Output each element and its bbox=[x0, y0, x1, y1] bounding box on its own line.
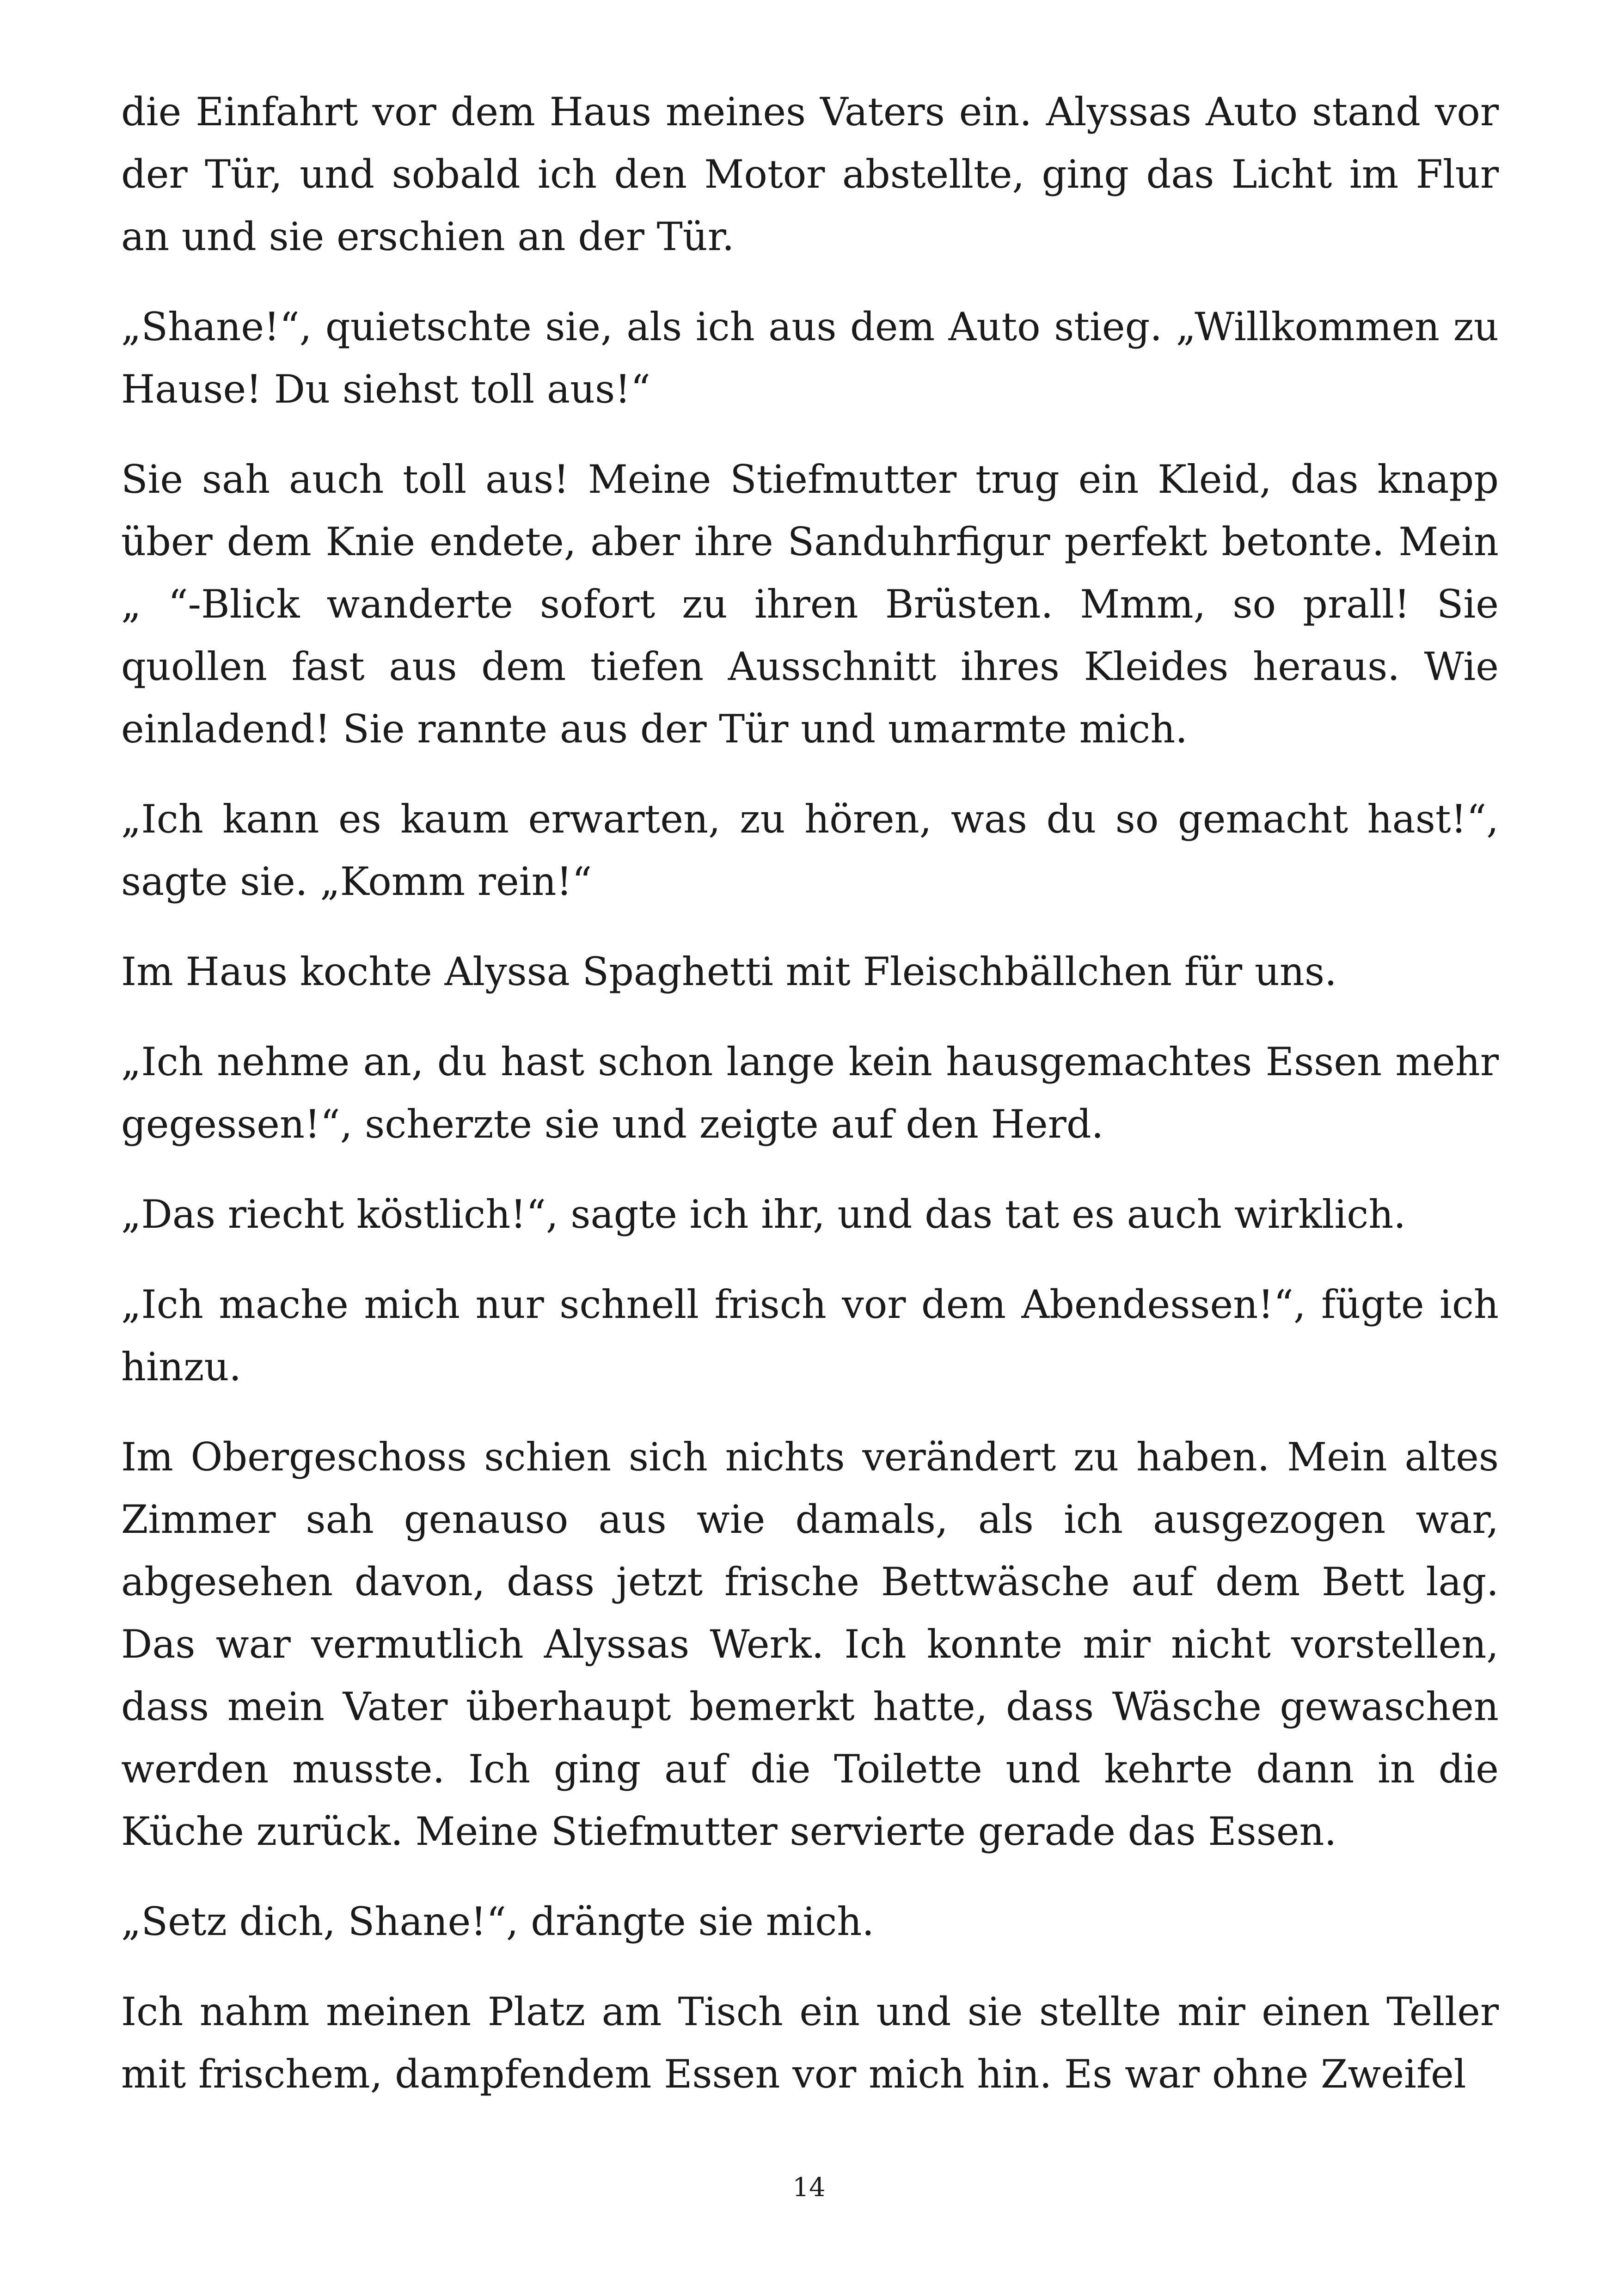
paragraph: Sie sah auch toll aus! Meine Stiefmutter trug ein Kleid, das knapp über dem Knie endete, aber ihre Sanduhrfigur perfekt betonte. Mein „ “-Blick wanderte sofort zu ihren Brüsten. Mmm, so prall! Sie quollen fast aus dem tiefen Ausschnitt ihres Kleides heraus. Wie einladend! Sie rannte aus der Tür und umarmte mich. bbox=[121, 457, 1499, 752]
paragraph: „Ich nehme an, du hast schon lange kein hausgemachtes Essen mehr gegessen!“, scherzte sie und zeigte auf den Herd. bbox=[121, 1039, 1499, 1147]
paragraph: die Einfahrt vor dem Haus meines Vaters ein. Alyssas Auto stand vor der Tür, und sobald ich den Motor abstellte, ging das Licht im Flur an und sie erschien an der Tür. bbox=[121, 89, 1499, 259]
page-body bbox=[121, 81, 1499, 2133]
paragraph: Im Obergeschoss schien sich nichts verändert zu haben. Mein altes Zimmer sah genauso aus wie damals, als ich ausgezogen war, abgesehen davon, dass jetzt frische Bettwäsche auf dem Bett lag. Das war vermutlich Alyssas Werk. Ich konnte mir nicht vorstellen, dass mein Vater überhaupt bemerkt hatte, dass Wäsche gewaschen werden musste. Ich ging auf die Toilette und kehrte dann in die Küche zurück. Meine Stiefmutter servierte gerade das Essen. bbox=[121, 1434, 1499, 1854]
paragraph: Ich nahm meinen Platz am Tisch ein und sie stellte mir einen Teller mit frischem, dampfendem Essen vor mich hin. Es war ohne Zweifel bbox=[121, 1989, 1499, 2097]
page-number: 14 bbox=[792, 2173, 826, 2203]
paragraph: Im Haus kochte Alyssa Spaghetti mit Fleischbällchen für uns. bbox=[121, 949, 1337, 994]
paragraph: „Ich mache mich nur schnell frisch vor dem Abendessen!“, fügte ich hinzu. bbox=[121, 1282, 1499, 1390]
paragraph: „Shane!“, quietschte sie, als ich aus dem Auto stieg. „Willkommen zu Hause! Du siehst toll aus!“ bbox=[121, 304, 1499, 412]
paragraph: „Das riecht köstlich!“, sagte ich ihr, und das tat es auch wirklich. bbox=[121, 1192, 1406, 1237]
paragraph: „Ich kann es kaum erwarten, zu hören, was du so gemacht hast!“, sagte sie. „Komm rein!“ bbox=[121, 796, 1499, 904]
paragraph: „Setz dich, Shane!“, drängte sie mich. bbox=[121, 1899, 875, 1944]
